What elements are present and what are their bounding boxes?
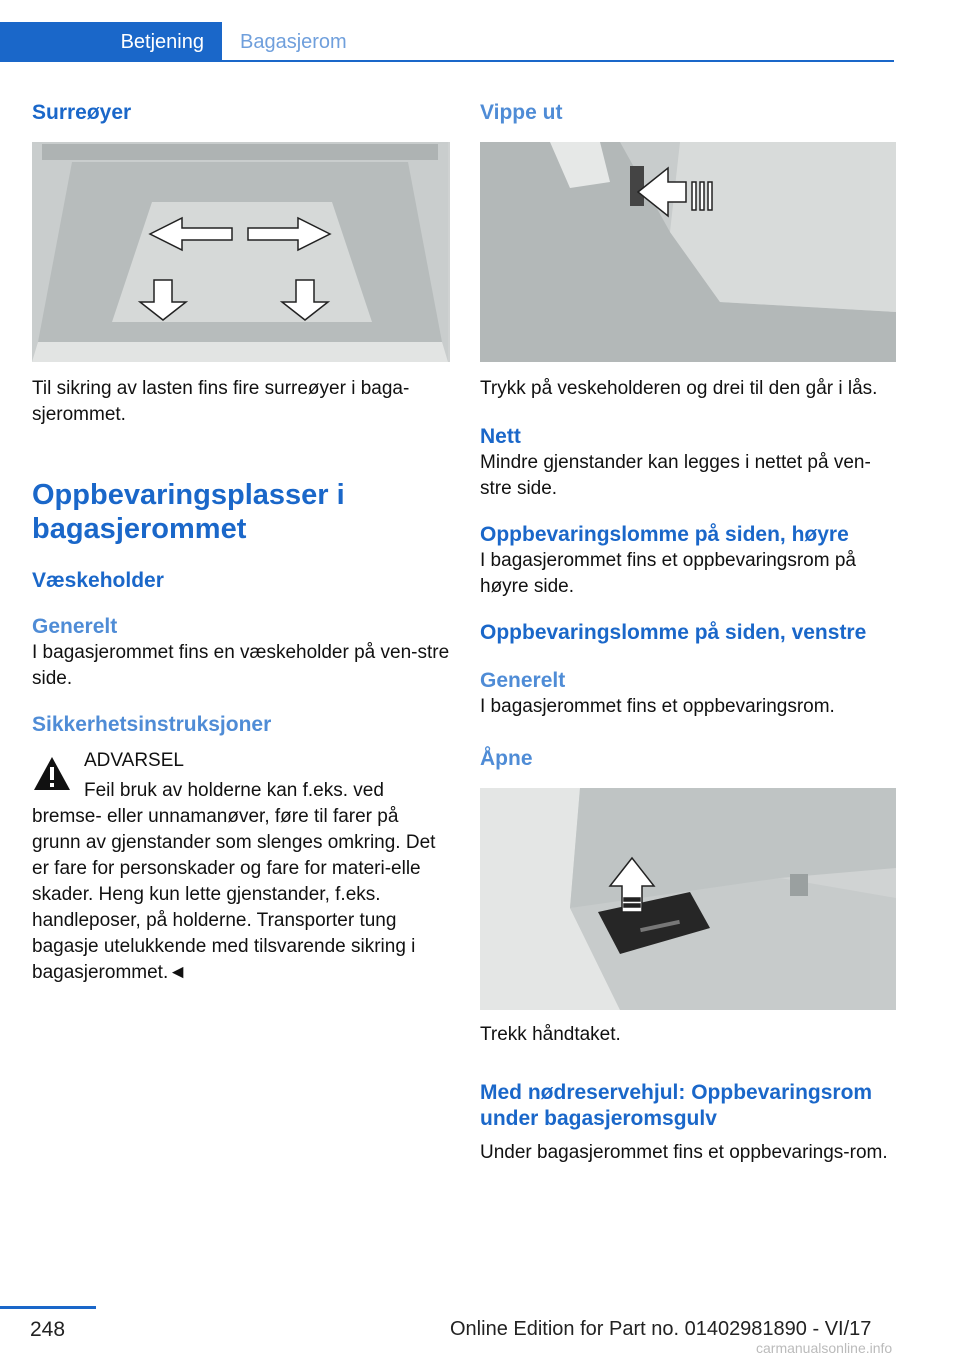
warning-label: ADVARSEL xyxy=(84,750,184,771)
header-divider xyxy=(222,60,894,62)
warning-block xyxy=(32,748,450,804)
watermark: carmanualsonline.info xyxy=(756,1340,893,1356)
heading-apne: Åpne xyxy=(480,747,533,770)
warning-triangle-icon xyxy=(32,754,72,794)
right-column xyxy=(480,100,896,1166)
trunk-tie-down-photo xyxy=(32,142,450,362)
warning-text: bremse- eller unnamanøver, føre til farer på grunn av gjenstander som slenges omkring. Det er fare for personskader og fare for materi-elle skader. Heng kun lette gjenstander, f.eks. handleposer, på holderne. Transporter tung bagasje utelukkende med tilsvarende sikring i bagasjerommet.◄ xyxy=(32,806,436,983)
heading-lomme-venstre: Oppbevaringslomme på siden, venstre xyxy=(480,621,867,644)
text-apne: Trekk håndtaket. xyxy=(480,1024,621,1045)
text-nodreservehjul: Under bagasjerommet fins et oppbevarings-rom. xyxy=(480,1142,888,1163)
text-nett: Mindre gjenstander kan legges i nettet på ven-stre side. xyxy=(480,452,871,499)
tab-betjening[interactable]: Betjening xyxy=(0,22,222,62)
footer-divider xyxy=(0,1306,96,1309)
left-column xyxy=(32,100,450,986)
text-generelt-2: I bagasjerommet fins et oppbevaringsrom. xyxy=(480,696,835,717)
warning-text-first: Feil bruk av holderne kan f.eks. ved xyxy=(84,780,384,801)
page-number: 248 xyxy=(30,1318,66,1341)
text-lomme-hoyre: I bagasjerommet fins et oppbevaringsrom på høyre side. xyxy=(480,550,856,597)
heading-surreoyer: Surreøyer xyxy=(32,101,132,124)
text-surreoyer: Til sikring av lasten fins fire surreøyer i baga-sjerommet. xyxy=(32,378,410,425)
text-vippe-ut: Trykk på veskeholderen og drei til den går i lås. xyxy=(480,378,878,399)
heading-sikkerhetsinstruksjoner: Sikkerhetsinstruksjoner xyxy=(32,713,272,736)
heading-vaeskeholder: Væskeholder xyxy=(32,569,164,592)
heading-generelt: Generelt xyxy=(32,615,118,638)
heading-nodreservehjul: Med nødreservehjul: Oppbevaringsrom under bagasjeromsgulv xyxy=(480,1081,873,1130)
edition-text: Online Edition for Part no. 01402981890 - VI/17 xyxy=(450,1318,872,1340)
text-generelt: I bagasjerommet fins en væskeholder på ven-stre side. xyxy=(32,642,450,689)
heading-oppbevaringsplasser: Oppbevaringsplasser i bagasjerommet xyxy=(32,479,345,545)
storage-compartment-photo xyxy=(480,788,896,1010)
heading-generelt-2: Generelt xyxy=(480,669,566,692)
heading-lomme-hoyre: Oppbevaringslomme på siden, høyre xyxy=(480,523,849,546)
heading-nett: Nett xyxy=(480,425,521,448)
heading-vippe-ut: Vippe ut xyxy=(480,101,563,124)
tab-bagasjerom[interactable]: Bagasjerom xyxy=(240,30,347,53)
cup-holder-photo xyxy=(480,142,896,362)
